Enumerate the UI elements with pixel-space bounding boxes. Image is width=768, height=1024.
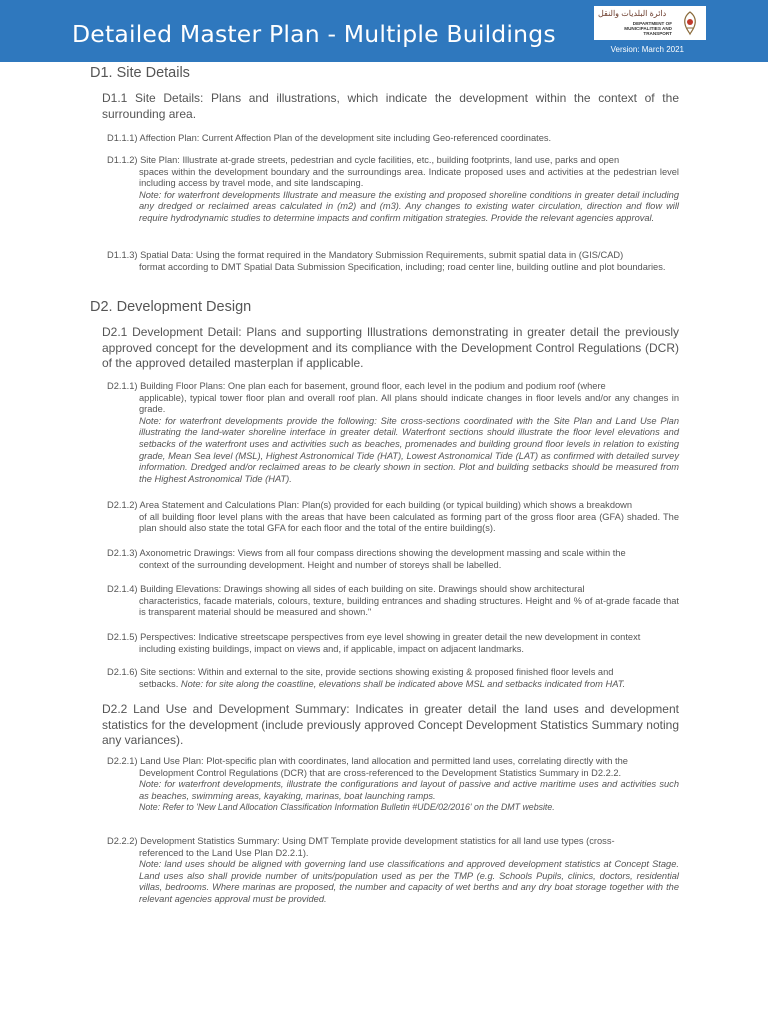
item-d2-1-2 [107, 500, 679, 535]
item-continuation: including existing buildings, impact on views and, if applicable, impact on adjacent landmarks. [139, 643, 524, 654]
item-first-line: D2.2.2) Development Statistics Summary: Using DMT Template provide development statistics for all land use types (cross- [107, 836, 615, 846]
item-first-line: D2.1.5) Perspectives: Indicative streetscape perspectives from eye level showing in greater detail the new development in context [107, 632, 641, 642]
item-d2-2-1 [107, 756, 679, 814]
item-d1-1-3 [107, 250, 679, 273]
item-d2-1-4 [107, 584, 679, 619]
item-note: Note: for waterfront developments provide the following: Site cross-sections coordinated with the Site Plan and Land Use Plan illustrating the land-water shoreline interface in greater detail. Waterfront sections should illustrate the floor level elevations and setbacks of the waterfront uses and activities such as beaches, promenades and building ground floor levels in relation to existing grade, Mean Sea level (MSL), Highest Astronomical Tide (HAT), Lowest Astronomical Tide (LAT) as confirmed with detailed survey information. Dredged and/or reclaimed areas to be clearly shown in section. Plot and building setbacks should be measured from the Highest Astronomical Tide (HAT). [139, 415, 679, 484]
logo-english-text: DEPARTMENT OF MUNICIPALITIES AND TRANSPORT [624, 21, 672, 37]
item-d1-1-1 [107, 133, 679, 145]
item-note: Note: for site along the coastline, elevations shall be indicated above MSL and setbacks indicated from HAT. [180, 678, 626, 689]
item-continuation-text: setbacks. [139, 678, 179, 689]
item-first-line: D1.1.2) Site Plan: Illustrate at-grade streets, pedestrian and cycle facilities, etc., building footprints, land use, parks and open [107, 155, 620, 165]
emblem-icon [680, 10, 700, 36]
item-note: Note: for waterfront developments Illustrate and measure the existing and proposed shoreline conditions in greater detail including any dredged or reclaimed areas calculated in (m2) and (m3). Any changes to existing water circulation, direction and flow will require hydrodynamic studies to determine impacts and confirm mitigation strategies. Provide the relevant agencies approval. [139, 189, 679, 223]
item-continuation: of all building floor level plans with the areas that have been calculated as forming part of the gross floor area (GFA) shaded. The plan should also state the total GFA for each floor and the total of the entire building(s). [139, 511, 679, 534]
section-heading-d1: D1. Site Details [90, 65, 190, 81]
item-continuation: characteristics, facade materials, colours, texture, building entrances and shading structures. Height and % of at-grade facade that is transparent material should be measured and shown." [139, 595, 679, 618]
item-d2-1-1 [107, 381, 679, 485]
item-d2-2-2 [107, 836, 679, 906]
item-reference-note: Note: Refer to 'New Land Allocation Classification Information Bulletin #UDE/02/2016' on the DMT website. [139, 802, 555, 813]
item-first-line: D2.1.3) Axonometric Drawings: Views from all four compass directions showing the development massing and scale within the [107, 548, 626, 558]
subsection-d2-1: D2.1 Development Detail: Plans and supporting Illustrations demonstrating in greater detail the previously approved concept for the development and its compliance with the Development Control Regulations (DCR) of the approved detailed masterplan if applicable. [102, 325, 679, 371]
item-d2-1-6 [107, 667, 679, 690]
subsection-d2-2: D2.2 Land Use and Development Summary: Indicates in greater detail the land uses and development statistics for the development (include previously approved Concept Development Statistics Summary noting any variances). [102, 702, 679, 748]
item-continuation: referenced to the Land Use Plan D2.2.1). [139, 847, 309, 858]
item-continuation: format according to DMT Spatial Data Submission Specification, including; road center line, building outline and plot boundaries. [139, 261, 666, 272]
item-continuation: spaces within the development boundary and the surroundings area. Indicate proposed uses and activities at the pedestrian level including access by travel mode, and site landscaping. [139, 166, 679, 189]
version-label: Version: March 2021 [610, 45, 684, 54]
page-header [0, 0, 768, 62]
logo-arabic-text: دائرة البلديات والنقل [598, 9, 667, 18]
item-continuation: Development Control Regulations (DCR) that are cross-referenced to the Development Statistics Summary in D2.2.2. [139, 767, 622, 778]
item-text: D1.1.1) Affection Plan: Current Affection Plan of the development site including Geo-referenced coordinates. [107, 133, 552, 143]
subsection-d1-1: D1.1 Site Details: Plans and illustrations, which indicate the development within the context of the surrounding area. [102, 91, 679, 121]
item-continuation: applicable), typical tower floor plan and overall roof plan. All plans should indicate changes in floor levels and/or any changes in grade. [139, 392, 679, 415]
item-first-line: D2.1.1) Building Floor Plans: One plan each for basement, ground floor, each level in the podium and podium roof (where [107, 381, 606, 391]
document-title: Detailed Master Plan - Multiple Buildings [72, 20, 556, 48]
item-note: Note: land uses should be aligned with governing land use classifications and approved development statistics at Concept Stage. Land uses also shall provide number of units/population used as per the TMP (e.g. Schools Pupils, clinics, doctors, residential villas, bedrooms. Where marinas are proposed, the number and capacity of wet berths and any dry boat storage together with the relevant agencies approval must be provided. [139, 859, 679, 904]
item-d2-1-3 [107, 548, 679, 571]
item-continuation [107, 679, 679, 691]
item-first-line: D2.1.2) Area Statement and Calculations Plan: Plan(s) provided for each building (or typical building) which shows a breakdown [107, 500, 633, 510]
item-d1-1-2 [107, 155, 679, 225]
section-heading-d2: D2. Development Design [90, 299, 252, 315]
item-first-line: D2.2.1) Land Use Plan: Plot-specific plan with coordinates, land allocation and permitted land uses, correlating directly with the [107, 756, 628, 766]
item-d2-1-5 [107, 632, 679, 655]
item-first-line: D1.1.3) Spatial Data: Using the format required in the Mandatory Submission Requirements, submit spatial data in (GIS/CAD) [107, 250, 624, 260]
item-continuation: context of the surrounding development. Height and number of storeys shall be labelled. [139, 559, 502, 570]
item-note: Note: for waterfront developments, illustrate the configurations and layout of passive and active maritime uses and activities such as beaches, swimming areas, kayaking, marinas, boat launching ramps. [139, 779, 679, 801]
item-first-line: D2.1.6) Site sections: Within and external to the site, provide sections showing existing & proposed finished floor levels and [107, 667, 614, 677]
dmt-logo [594, 6, 706, 40]
item-first-line: D2.1.4) Building Elevations: Drawings showing all sides of each building on site. Drawings should show architectural [107, 584, 585, 594]
